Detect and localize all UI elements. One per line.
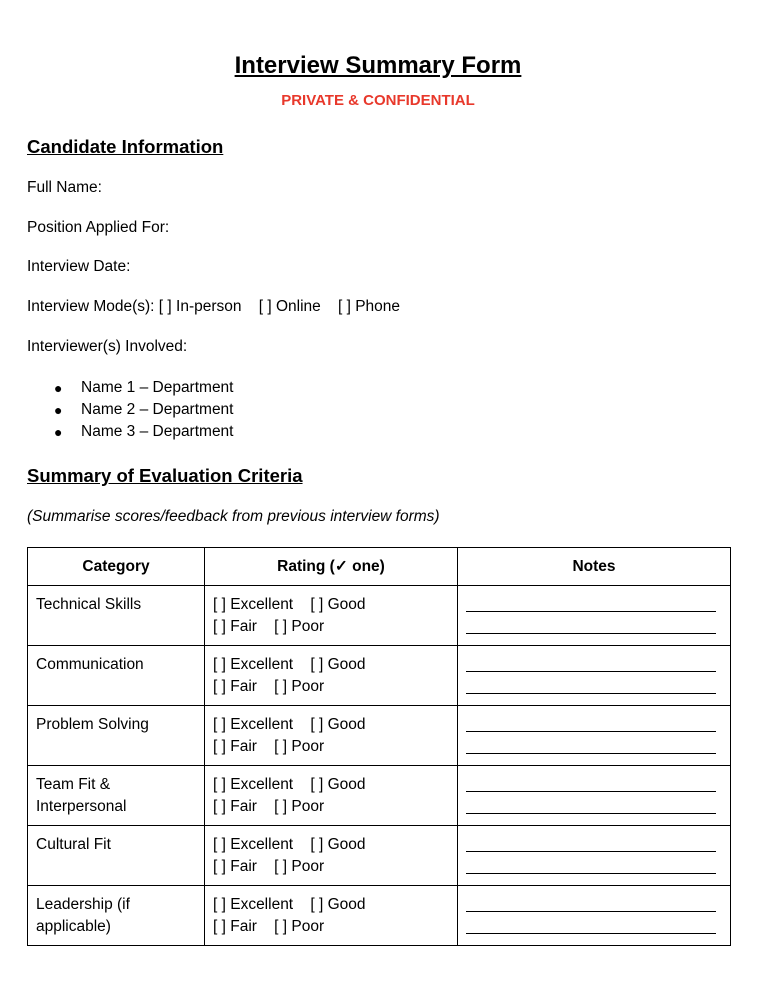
notes-cell	[458, 586, 731, 646]
candidate-info-heading: Candidate Information	[27, 136, 224, 157]
rating-options-1[interactable]: [ ] Excellent [ ] Good	[213, 896, 366, 913]
rating-cell	[205, 706, 458, 766]
list-item	[27, 421, 234, 443]
bullet-icon: ●	[54, 402, 63, 418]
table-row	[28, 826, 731, 886]
evaluation-note: (Summarise scores/feedback from previous interview forms)	[27, 508, 440, 525]
notes-line[interactable]	[466, 894, 716, 912]
table-row	[28, 706, 731, 766]
notes-cell	[458, 886, 731, 946]
rating-options-2[interactable]: [ ] Fair [ ] Poor	[213, 678, 325, 695]
rating-cell	[205, 886, 458, 946]
notes-line[interactable]	[466, 736, 716, 754]
header-notes: Notes	[458, 548, 731, 586]
table-row	[28, 886, 731, 946]
notes-line[interactable]	[466, 616, 716, 634]
category-cell: Cultural Fit	[28, 826, 205, 886]
interview-mode-line: Interview Mode(s): [ ] In-person [ ] Online [ ] Phone	[27, 298, 401, 315]
notes-line[interactable]	[466, 856, 716, 874]
notes-line[interactable]	[466, 834, 716, 852]
evaluation-heading: Summary of Evaluation Criteria	[27, 465, 303, 486]
header-category: Category	[28, 548, 205, 586]
rating-cell	[205, 586, 458, 646]
rating-cell	[205, 646, 458, 706]
notes-line[interactable]	[466, 676, 716, 694]
rating-options-2[interactable]: [ ] Fair [ ] Poor	[213, 618, 325, 635]
rating-options-2[interactable]: [ ] Fair [ ] Poor	[213, 798, 325, 815]
notes-cell	[458, 826, 731, 886]
confidential-label: PRIVATE & CONFIDENTIAL	[281, 92, 475, 109]
table-header-row	[28, 548, 731, 586]
rating-options-1[interactable]: [ ] Excellent [ ] Good	[213, 776, 366, 793]
table-row	[28, 646, 731, 706]
notes-cell	[458, 706, 731, 766]
notes-cell	[458, 646, 731, 706]
header-rating: Rating (✓ one)	[205, 548, 458, 586]
full-name-label: Full Name:	[27, 179, 102, 196]
bullet-icon: ●	[54, 380, 63, 396]
interviewer-name: Name 3 – Department	[81, 423, 234, 440]
rating-options-1[interactable]: [ ] Excellent [ ] Good	[213, 656, 366, 673]
evaluation-table	[27, 547, 731, 946]
list-item	[27, 377, 234, 399]
interviewers-label: Interviewer(s) Involved:	[27, 338, 188, 355]
category-cell: Communication	[28, 646, 205, 706]
bullet-icon: ●	[54, 424, 63, 440]
notes-line[interactable]	[466, 916, 716, 934]
notes-line[interactable]	[466, 594, 716, 612]
rating-options-2[interactable]: [ ] Fair [ ] Poor	[213, 918, 325, 935]
rating-cell	[205, 766, 458, 826]
interviewer-list	[27, 377, 234, 443]
list-item	[27, 399, 234, 421]
interviewer-name: Name 1 – Department	[81, 379, 234, 396]
table-row	[28, 586, 731, 646]
rating-cell	[205, 826, 458, 886]
rating-options-2[interactable]: [ ] Fair [ ] Poor	[213, 858, 325, 875]
rating-options-2[interactable]: [ ] Fair [ ] Poor	[213, 738, 325, 755]
notes-line[interactable]	[466, 654, 716, 672]
notes-line[interactable]	[466, 796, 716, 814]
notes-cell	[458, 766, 731, 826]
category-cell: Problem Solving	[28, 706, 205, 766]
category-cell: Team Fit & Interpersonal	[28, 766, 205, 826]
table-row	[28, 766, 731, 826]
interview-date-label: Interview Date:	[27, 258, 131, 275]
notes-line[interactable]	[466, 714, 716, 732]
rating-options-1[interactable]: [ ] Excellent [ ] Good	[213, 716, 366, 733]
notes-line[interactable]	[466, 774, 716, 792]
category-cell: Technical Skills	[28, 586, 205, 646]
rating-options-1[interactable]: [ ] Excellent [ ] Good	[213, 596, 366, 613]
position-label: Position Applied For:	[27, 219, 170, 236]
interviewer-name: Name 2 – Department	[81, 401, 234, 418]
rating-options-1[interactable]: [ ] Excellent [ ] Good	[213, 836, 366, 853]
page-title: Interview Summary Form	[234, 52, 522, 79]
category-cell: Leadership (if applicable)	[28, 886, 205, 946]
